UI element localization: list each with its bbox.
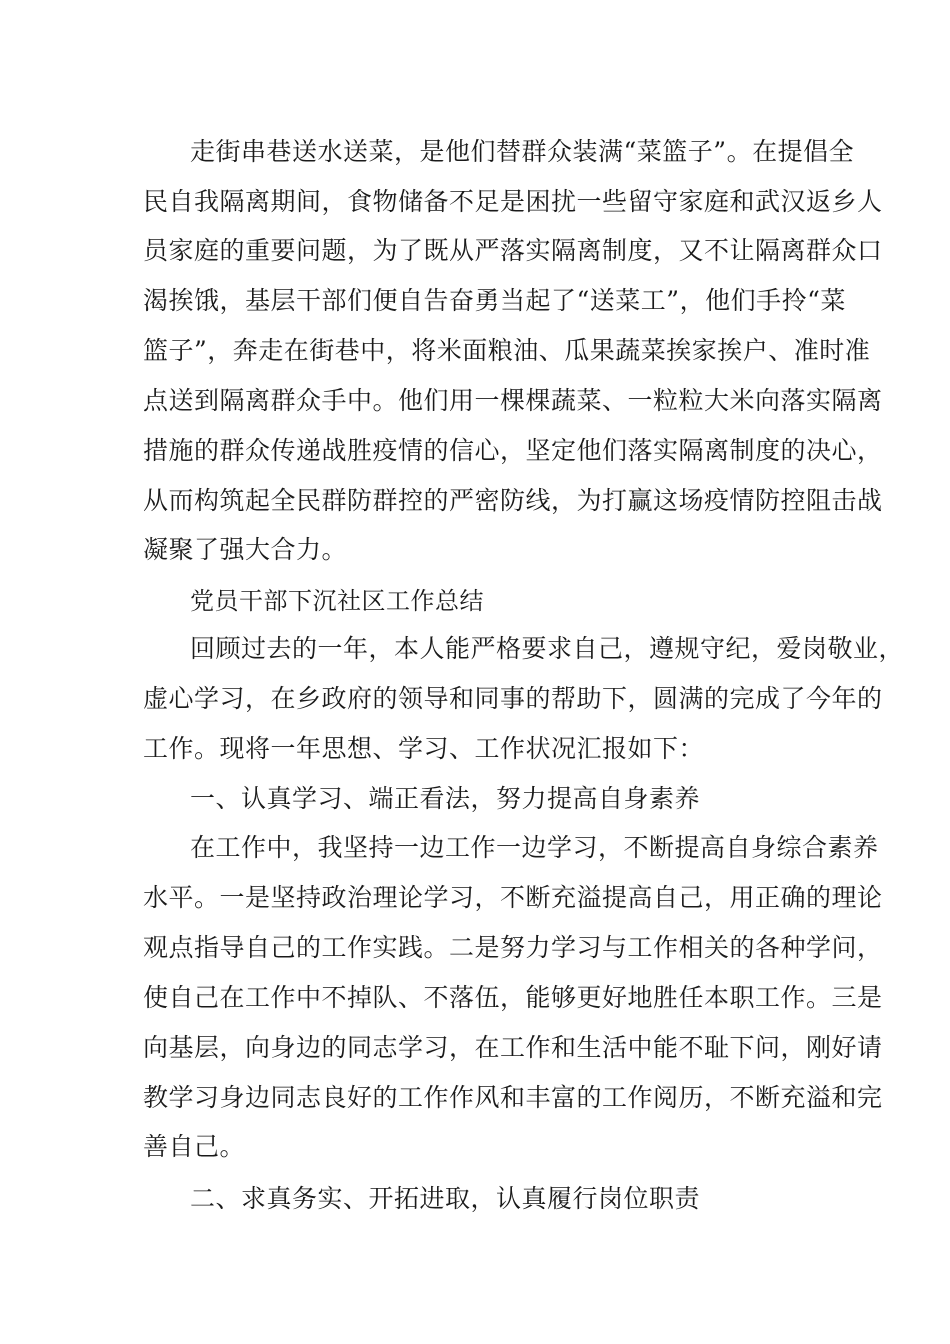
paragraph-line: 员家庭的重要问题，为了既从严落实隔离制度，又不让隔离群众口: [143, 236, 883, 265]
paragraph-line: 虚心学习，在乡政府的领导和同事的帮助下，圆满的完成了今年的: [143, 684, 883, 713]
paragraph-line: 民自我隔离期间，食物储备不足是困扰一些留守家庭和武汉返乡人: [143, 187, 883, 216]
paragraph-line: 回顾过去的一年，本人能严格要求自己，遵规守纪，爱岗敬业，: [190, 634, 905, 663]
paragraph-line: 向基层，向身边的同志学习，在工作和生活中能不耻下问，刚好请: [143, 1033, 883, 1062]
document-title: 党员干部下沉社区工作总结: [190, 587, 484, 615]
paragraph-line: 走街串巷送水送菜，是他们替群众装满“菜篮子”。在提倡全: [190, 137, 855, 166]
paragraph-line: 善自己。: [143, 1132, 246, 1161]
paragraph-line: 水平。一是坚持政治理论学习，不断充溢提高自己，用正确的理论: [143, 883, 883, 912]
section-heading: 一、认真学习、端正看法，努力提高自身素养: [190, 784, 701, 813]
paragraph-line: 篮子”，奔走在街巷中，将米面粮油、瓜果蔬菜挨家挨户、准时准: [143, 336, 871, 365]
section-heading: 二、求真务实、开拓进取，认真履行岗位职责: [190, 1184, 701, 1213]
paragraph-line: 使自己在工作中不掉队、不落伍，能够更好地胜任本职工作。三是: [143, 983, 883, 1012]
paragraph-line: 凝聚了强大合力。: [143, 535, 348, 564]
paragraph-line: 教学习身边同志良好的工作作风和丰富的工作阅历，不断充溢和完: [143, 1083, 883, 1112]
paragraph-line: 工作。现将一年思想、学习、工作状况汇报如下：: [143, 734, 705, 763]
paragraph-line: 措施的群众传递战胜疫情的信心，坚定他们落实隔离制度的决心，: [143, 436, 883, 465]
paragraph-line: 在工作中，我坚持一边工作一边学习，不断提高自身综合素养: [190, 833, 879, 862]
paragraph-line: 从而构筑起全民群防群控的严密防线，为打赢这场疫情防控阻击战: [143, 486, 883, 515]
paragraph-line: 点送到隔离群众手中。他们用一棵棵蔬菜、一粒粒大米向落实隔离: [143, 386, 883, 415]
paragraph-line: 观点指导自己的工作实践。二是努力学习与工作相关的各种学问，: [143, 933, 883, 962]
paragraph-line: 渴挨饿，基层干部们便自告奋勇当起了“送菜工”，他们手拎“菜: [143, 286, 846, 315]
